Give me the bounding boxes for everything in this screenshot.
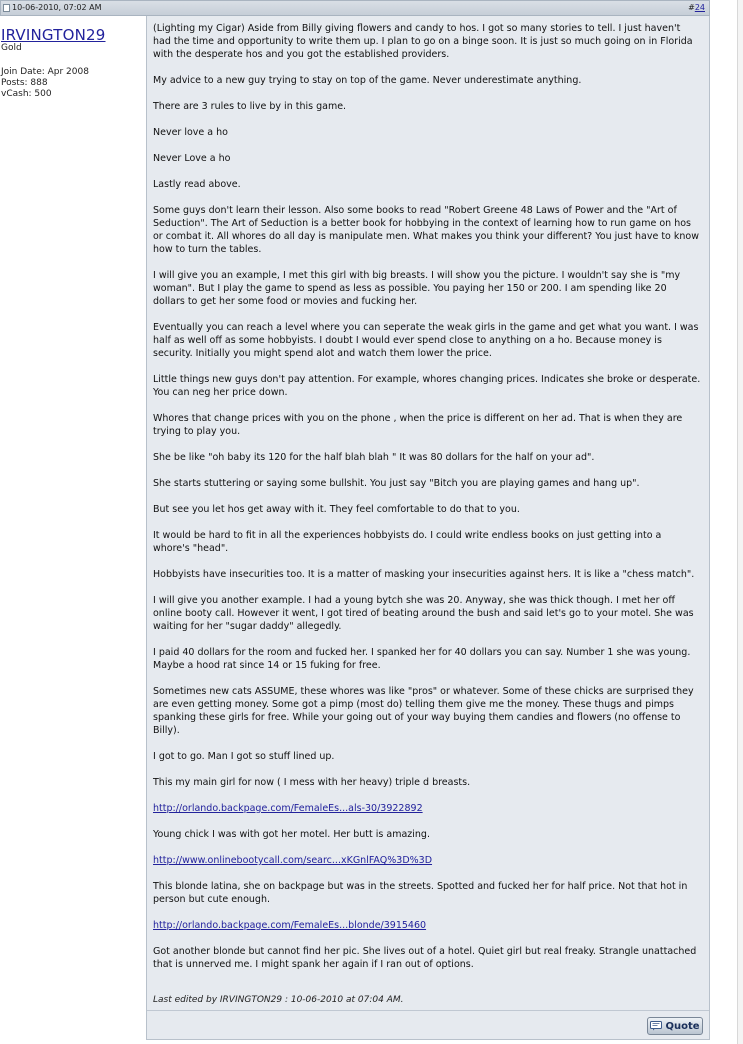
paragraph: She starts stuttering or saying some bullshit. You just say "Bitch you are playing games and hang up". bbox=[153, 478, 640, 489]
paragraph: This my main girl for now ( I mess with her heavy) triple d breasts. bbox=[153, 777, 471, 788]
paragraph: Got another blonde but cannot find her pic. She lives out of a hotel. Quiet girl but real freaky. Strangle unattached that is unnerved me. I might spank her again if I ran out of options. bbox=[153, 946, 697, 970]
quote-button[interactable] bbox=[647, 1017, 703, 1035]
paragraph: Eventually you can reach a level where you can seperate the weak girls in the game and get what you want. I was half as well off as some hobbyists. I doubt I would ever spend close to anything on a ho. Because money is security. Initially you might spend alot and watch them lower the price. bbox=[153, 322, 699, 359]
paragraph: Whores that change prices with you on the phone , when the price is different on her ad. That is when they are trying to play you. bbox=[153, 413, 683, 437]
paragraph: This blonde latina, she on backpage but was in the streets. Spotted and fucked her for half price. Not that hot in person but cute enough. bbox=[153, 881, 688, 905]
join-date: Join Date: Apr 2008 bbox=[1, 67, 89, 77]
post-date bbox=[3, 3, 102, 12]
user-info-panel bbox=[0, 16, 146, 1044]
paragraph: I paid 40 dollars for the room and fucked her. I spanked her for 40 dollars you can say. Number 1 she was young. Maybe a hood rat since 14 or 15 fuking for free. bbox=[153, 647, 691, 671]
paragraph: Never Love a ho bbox=[153, 153, 231, 164]
paragraph: Some guys don't learn their lesson. Also some books to read "Robert Greene 48 Laws of Power and the "Art of Seduction". The Art of Seduction is a better book for hobbying in the context of learning how to run game on hos or combat it. All whores do all day is manipulate men. What makes you think your different? You just have to know how to turn the tables. bbox=[153, 205, 699, 255]
post-body bbox=[153, 22, 701, 984]
post-date-text: 10-06-2010, 07:02 AM bbox=[12, 3, 102, 12]
paragraph: It would be hard to fit in all the experiences hobbyists do. I could write endless books on just getting into a whore's "head". bbox=[153, 530, 662, 554]
paragraph: But see you let hos get away with it. They feel comfortable to do that to you. bbox=[153, 504, 520, 515]
paragraph: Young chick I was with got her motel. Her butt is amazing. bbox=[153, 829, 430, 840]
paragraph: There are 3 rules to live by in this game. bbox=[153, 101, 347, 112]
post-icon bbox=[3, 4, 10, 12]
link-paragraph bbox=[153, 919, 701, 932]
user-title: Gold bbox=[1, 43, 22, 53]
quote-button-label: Quote bbox=[665, 1020, 700, 1032]
quote-icon bbox=[650, 1021, 662, 1031]
divider bbox=[147, 1010, 709, 1011]
paragraph: I will give you another example. I had a young bytch she was 20. Anyway, she was thick though. I met her off online booty call. However it went, I got tired of beating around the bush and said let's go to your motel. She was waiting for her "sugar daddy" allegedly. bbox=[153, 595, 694, 632]
paragraph: She be like "oh baby its 120 for the half blah blah " It was 80 dollars for the half on your ad". bbox=[153, 452, 595, 463]
vcash: vCash: 500 bbox=[1, 89, 52, 99]
backpage-link-2[interactable]: http://orlando.backpage.com/FemaleEs...blonde/3915460 bbox=[153, 920, 427, 931]
link-paragraph bbox=[153, 802, 701, 815]
paragraph: Hobbyists have insecurities too. It is a matter of masking your insecurities against hers. It is like a "chess match". bbox=[153, 569, 695, 580]
bootycall-link[interactable]: http://www.onlinebootycall.com/searc...xKGnlFAQ%3D%3D bbox=[153, 855, 433, 866]
page-edge-strip bbox=[737, 0, 743, 1044]
post-number-prefix: # bbox=[688, 3, 695, 12]
paragraph: My advice to a new guy trying to stay on top of the game. Never underestimate anything. bbox=[153, 75, 582, 86]
paragraph: Sometimes new cats ASSUME, these whores was like "pros" or whatever. Some of these chicks are surprised they are even getting money. Some got a pimp (most do) telling them give me the money. These thugs and pimps spanking these girls for free. While your going out of your way buying them candies and flowers (no offense to Billy). bbox=[153, 686, 694, 736]
post-count: Posts: 888 bbox=[1, 78, 48, 88]
post-message-panel bbox=[146, 16, 710, 1040]
paragraph: I got to go. Man I got so stuff lined up. bbox=[153, 751, 335, 762]
last-edited-note: Last edited by IRVINGTON29 : 10-06-2010 at 07:04 AM. bbox=[153, 995, 404, 1005]
user-stats bbox=[1, 67, 89, 100]
backpage-link-1[interactable]: http://orlando.backpage.com/FemaleEs...als-30/3922892 bbox=[153, 803, 423, 814]
link-paragraph bbox=[153, 854, 701, 867]
paragraph: I will give you an example, I met this girl with big breasts. I will show you the picture. I wouldn't say she is "my woman". But I play the game to spend as less as possible. You paying her 150 or 200. I am spending like 20 dollars to get her some food or movies and fucking her. bbox=[153, 270, 681, 307]
post-number bbox=[688, 3, 705, 12]
paragraph: Lastly read above. bbox=[153, 179, 241, 190]
paragraph: (Lighting my Cigar) Aside from Billy giving flowers and candy to hos. I got so many stories to tell. I just haven't had the time and opportunity to write them up. I plan to go on a binge soon. It is just so much going on in Florida with the desperate hos and you got the established providers. bbox=[153, 23, 693, 60]
post-number-link[interactable]: 24 bbox=[694, 3, 705, 12]
username-link[interactable]: IRVINGTON29 bbox=[1, 26, 106, 44]
post-header bbox=[0, 0, 710, 16]
paragraph: Little things new guys don't pay attention. For example, whores changing prices. Indicates she broke or desperate. You can neg her price down. bbox=[153, 374, 701, 398]
paragraph: Never love a ho bbox=[153, 127, 228, 138]
